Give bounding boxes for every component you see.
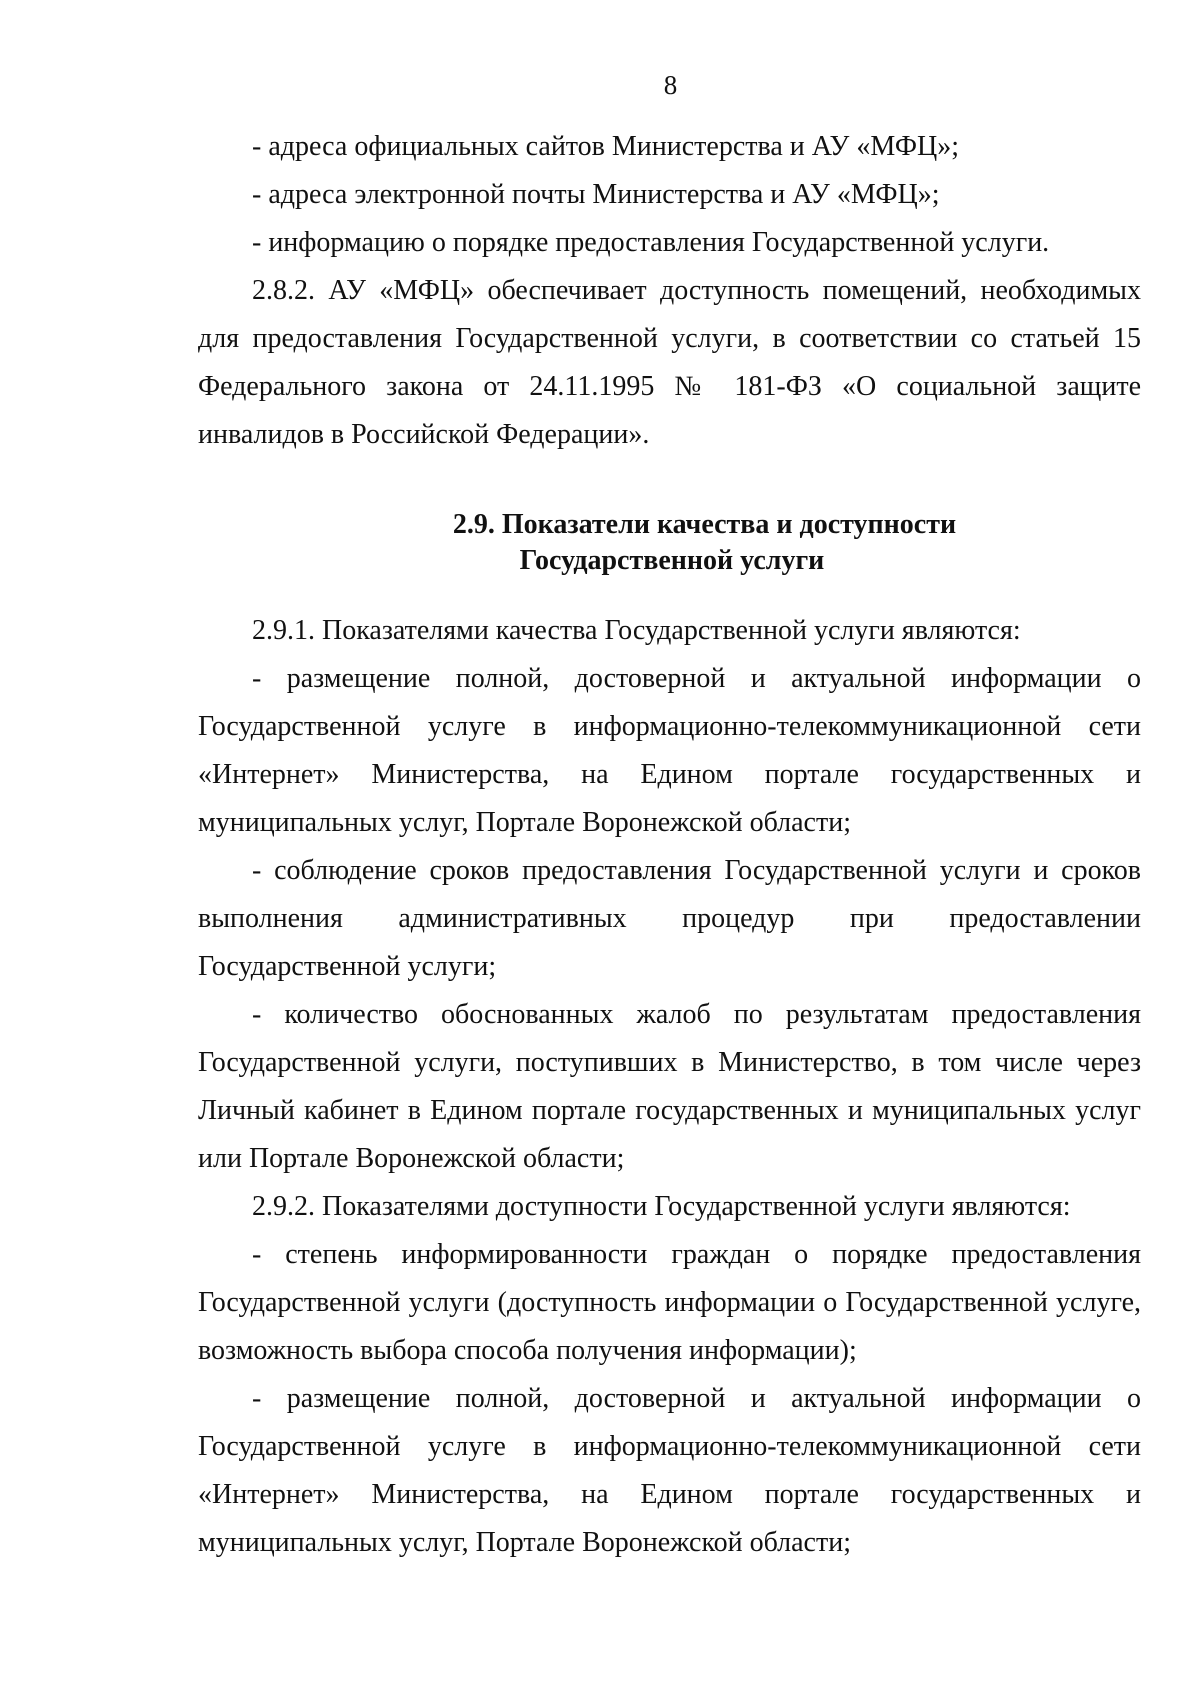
list-item-complaints: - количество обоснованных жалоб по результатам предоставления Государственной услуги, поступивших в Министерство, в том числе через Личный кабинет в Едином портале государственных и муниципальных услуг или Портале Воронежской области; (198, 999, 1141, 1174)
paragraph-2-9-2: 2.9.2. Показателями доступности Государственной услуги являются: (252, 1191, 1071, 1222)
document-body (198, 123, 1141, 1567)
list-item-procedure-info: - информацию о порядке предоставления Государственной услуги. (252, 227, 1050, 258)
section-heading-line-2: Государственной услуги (519, 545, 825, 576)
section-heading-line-1: 2.9. Показатели качества и доступности (452, 509, 957, 540)
list-item-email-addresses: - адреса электронной почты Министерства и АУ «МФЦ»; (252, 179, 940, 210)
list-item-deadlines: - соблюдение сроков предоставления Государственной услуги и сроков выполнения административных процедур при предоставлении Государственной услуги; (198, 855, 1141, 982)
list-item-info-placement-2: - размещение полной, достоверной и актуальной информации о Государственной услуге в информационно-телекоммуникационной сети «Интернет» Министерства, на Едином портале государственных и муниципальных услуг, Портале Воронежской области; (198, 1383, 1141, 1558)
list-item-official-websites: - адреса официальных сайтов Министерства и АУ «МФЦ»; (252, 131, 959, 162)
paragraph-2-9-1: 2.9.1. Показателями качества Государственной услуги являются: (252, 615, 1021, 646)
list-item-info-placement: - размещение полной, достоверной и актуальной информации о Государственной услуге в информационно-телекоммуникационной сети «Интернет» Министерства, на Едином портале государственных и муниципальных услуг, Портале Воронежской области; (198, 663, 1141, 838)
list-item-awareness: - степень информированности граждан о порядке предоставления Государственной услуги (доступность информации о Государственной услуге, возможность выбора способа получения информации); (198, 1239, 1141, 1366)
page-number: 8 (663, 70, 678, 100)
section-heading-2-9 (198, 459, 1141, 607)
paragraph-2-8-2: 2.8.2. АУ «МФЦ» обеспечивает доступность помещений, необходимых для предоставления Государственной услуги, в соответствии со статьей 15 Федерального закона от 24.11.1995 № 181-ФЗ «О социальной защите инвалидов в Российской Федерации». (198, 275, 1141, 450)
